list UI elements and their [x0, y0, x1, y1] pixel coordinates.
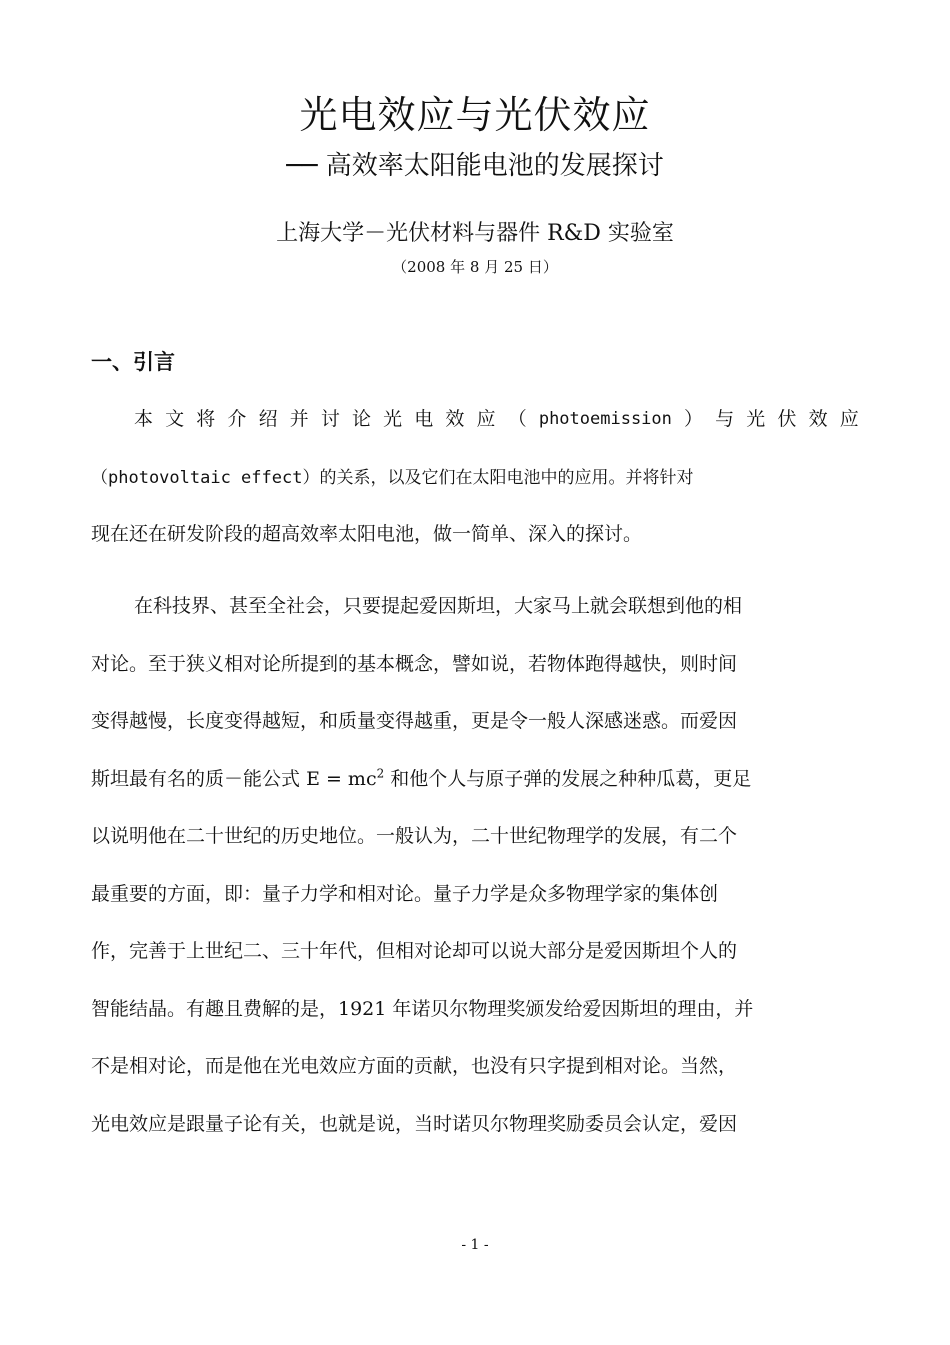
paragraph-word: 讨: [320, 408, 340, 430]
page-number: - 1 -: [461, 1237, 489, 1253]
paragraph-word: 效: [445, 408, 465, 430]
paragraph-einstein: [91, 578, 859, 1153]
document-title: 光电效应与光伏效应: [299, 93, 651, 137]
paragraph-line-text: 斯坦最有名的质－能公式: [91, 767, 301, 790]
section-heading: 一、引言: [91, 350, 175, 374]
paragraph-word: 效: [808, 408, 828, 430]
formula-text: E = mc: [306, 767, 377, 790]
paragraph-line-formula: [91, 751, 859, 809]
paragraph-line: 作，完善于上世纪二、三十年代，但相对论却可以说大部分是爱因斯坦个人的: [91, 940, 738, 962]
mass-energy-formula: [306, 768, 384, 790]
paragraph-word: photoemission: [538, 409, 672, 429]
paragraph-word: 光: [746, 408, 766, 430]
paragraph-word: 介: [227, 408, 247, 430]
paragraph-line: 在科技界、甚至全社会，只要提起爱因斯坦，大家马上就会联想到他的相: [134, 595, 743, 617]
paragraph-line: 变得越慢，长度变得越短，和质量变得越重，更是令一般人深感迷惑。而爱因: [91, 710, 738, 732]
paragraph-word: 电: [414, 408, 434, 430]
paragraph-line-text: 和他个人与原子弹的发展之种种瓜葛，更足: [390, 767, 752, 790]
paragraph-word: ）: [684, 408, 704, 430]
paragraph-word: 文: [165, 408, 185, 430]
document-subtitle: ── 高效率太阳能电池的发展探讨: [286, 151, 664, 181]
paragraph-introduction: [91, 391, 859, 564]
paragraph-word: 将: [196, 408, 216, 430]
paragraph-line: 不是相对论，而是他在光电效应方面的贡献，也没有只字提到相对论。当然，: [91, 1055, 738, 1077]
paragraph-line: 对论。至于狭义相对论所提到的基本概念，譬如说，若物体跑得越快，则时间: [91, 652, 738, 675]
document-affiliation: 上海大学－光伏材料与器件 R&D 实验室: [276, 221, 674, 246]
paragraph-word: 本: [134, 408, 154, 430]
paragraph-line-text: （photovoltaic effect）的关系，以及它们在太阳电池中的应用。并将针对: [91, 467, 694, 488]
paragraph-line: 最重要的方面，即：量子力学和相对论。量子力学是众多物理学家的集体创: [91, 882, 719, 905]
paragraph-line: 现在还在研发阶段的超高效率太阳电池，做一简单、深入的探讨。: [91, 523, 643, 545]
paragraph-word: 伏: [777, 408, 797, 430]
paragraph-line: 以说明他在二十世纪的历史地位。一般认为，二十世纪物理学的发展，有二个: [91, 825, 738, 847]
paragraph-line: 智能结晶。有趣且费解的是，1921 年诺贝尔物理奖颁发给爱因斯坦的理由，并: [91, 997, 754, 1020]
document-date: （2008 年 8 月 25 日）: [392, 258, 558, 276]
paragraph-word: 应: [476, 408, 496, 430]
paragraph-word: 与: [715, 408, 735, 430]
paragraph-word: 光: [383, 408, 403, 430]
paragraph-word: 论: [351, 408, 371, 430]
paragraph-word: 绍: [258, 408, 278, 430]
formula-exponent: 2: [376, 766, 385, 781]
paragraph-line: 光电效应是跟量子论有关，也就是说，当时诺贝尔物理奖励委员会认定，爱因: [91, 1112, 738, 1135]
paragraph-line: [91, 391, 859, 449]
paragraph-word: 并: [289, 408, 309, 430]
paragraph-word: （: [507, 408, 527, 430]
paragraph-word: 应: [839, 408, 859, 430]
paragraph-line: [91, 449, 859, 507]
